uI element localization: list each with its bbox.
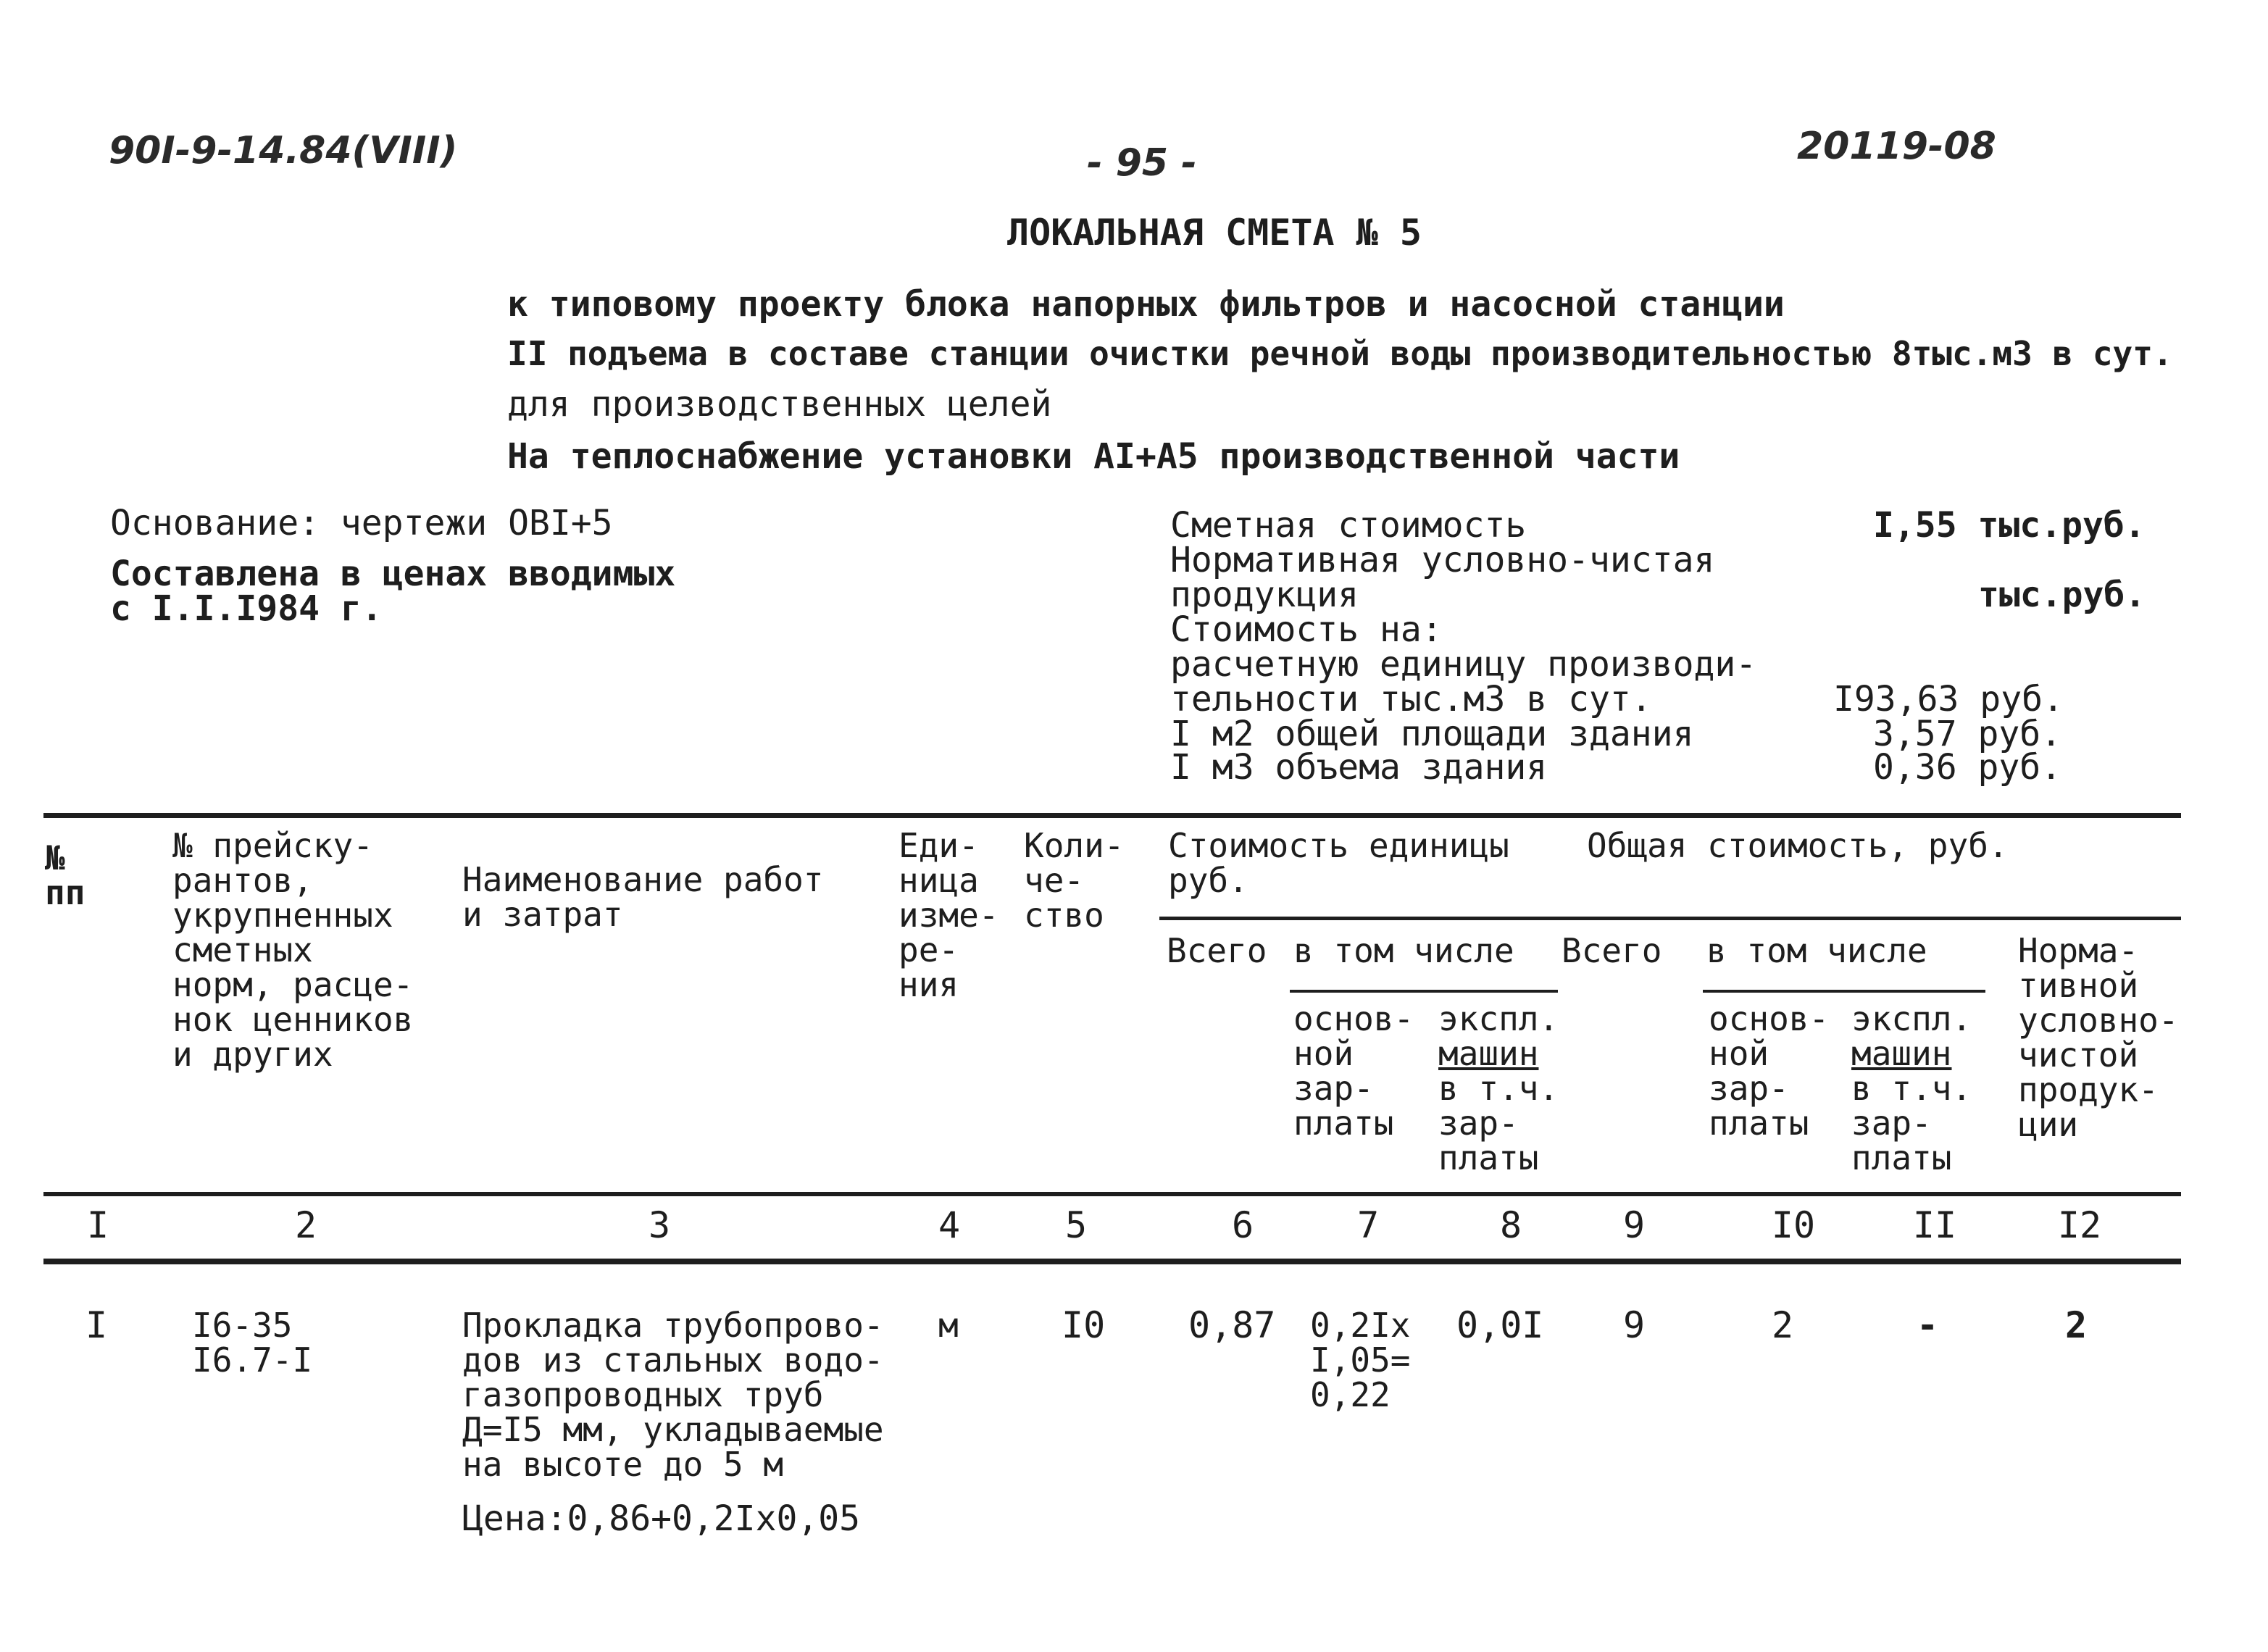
column-number: II [1912,1204,1957,1246]
header-total-machine-a: экспл. [1851,999,1972,1038]
row-normative: 2 [2065,1304,2088,1346]
column-number: 9 [1622,1204,1646,1246]
column-number: I0 [1771,1204,1816,1246]
subtitle-line-2: II подъема в составе станции очистки речной воды производительностью 8тыс.м3 в сут. [507,334,2173,373]
header-row-number: № пп [45,838,86,912]
total-incl-rule [1703,990,1985,993]
row-total-machine: - [1917,1304,1939,1346]
row-unit-total: 0,87 [1188,1304,1276,1346]
unit-incl-rule [1290,990,1558,993]
document-code: 90I-9-14.84(VIII) [109,129,458,172]
header-normative: Норма- тивной условно- чистой продук- ции [2018,931,2179,1144]
header-bottom-rule [43,1192,2181,1196]
subtitle-line-3: для производственных целей [507,384,1052,425]
row-number: I [86,1304,108,1346]
normative-label-1: Нормативная условно-чистая [1170,540,1715,580]
header-unit-basic-pay: основ- ной зар- платы [1293,999,1414,1143]
area-cost-value: 3,57 руб. [1873,714,2062,754]
column-number: 2 [294,1204,317,1246]
basis-drawings: Основание: чертежи OBI+5 [110,503,613,543]
row-quantity: I0 [1062,1304,1106,1346]
row-work-name: Прокладка трубопрово- дов из стальных водо- газопроводных труб Д=I5 мм, укладываемые на высоте до 5 м [462,1306,884,1484]
column-number: 4 [938,1204,961,1246]
column-number: 7 [1356,1204,1380,1246]
normative-value: тыс.руб. [1978,575,2146,615]
unit-capacity-label-1: расчетную единицу производи- [1170,644,1757,685]
header-total-machine-b: машин [1851,1034,1952,1073]
subtitle-line-1: к типовому проекту блока напорных фильтров и насосной станции [507,284,1785,325]
unit-capacity-value: I93,63 руб. [1833,679,2064,719]
row-price-note: Цена:0,86+0,2Ix0,05 [462,1498,861,1539]
row-unit-basic-pay: 0,2Ix I,05= 0,22 [1310,1306,1411,1414]
row-unit-machine: 0,0I [1456,1304,1544,1346]
volume-cost-value: 0,36 руб. [1873,747,2062,788]
column-number: 8 [1499,1204,1522,1246]
page-title: ЛОКАЛЬНАЯ СМЕТА № 5 [1007,212,1422,254]
column-number: I [86,1204,109,1246]
header-quantity: Коли- че- ство [1024,826,1125,935]
estimated-cost-label: Сметная стоимость [1170,505,1527,546]
header-total-basic-pay: основ- ной зар- платы [1709,999,1830,1143]
header-unit-cost: Стоимость единицы руб. [1168,826,1509,900]
header-unit-machine-c: в т.ч. зар- платы [1438,1069,1559,1177]
volume-cost-label: I м3 объема здания [1170,747,1548,788]
row-code: I6-35 I6.7-I [192,1306,313,1380]
header-unit-incl: в том числе [1293,931,1514,970]
cost-per-label: Стоимость на: [1170,609,1443,650]
row-total-basic-pay: 2 [1772,1304,1794,1346]
row-unit: м [938,1306,959,1345]
header-unit-machine-a: экспл. [1438,999,1559,1038]
cost-header-rule [1159,917,2181,920]
column-number: I2 [2057,1204,2102,1246]
page-number: - 95 - [1087,141,1197,185]
table-top-rule [43,813,2181,818]
header-work-name: Наименование работ и затрат [462,860,824,934]
header-total-cost: Общая стоимость, руб. [1587,826,2009,865]
header-total-incl: в том числе [1706,931,1927,970]
row-total: 9 [1623,1304,1646,1346]
inventory-number: 20119-08 [1797,125,1996,168]
column-numbers-rule [43,1259,2181,1264]
header-price-list: № прейску- рантов, укрупненных сметных норм, расце- нок ценников и других [172,826,414,1074]
normative-label-2: продукция [1170,575,1359,615]
basis-prices: Составлена в ценах вводимых [110,554,676,594]
area-cost-label: I м2 общей площади здания [1170,714,1694,754]
header-unit-machine-b: машин [1438,1034,1539,1073]
header-total-total: Всего [1562,931,1662,970]
column-number: 5 [1064,1204,1088,1246]
unit-capacity-label-2: тельности тыс.м3 в сут. [1170,679,1652,719]
header-total-machine-c: в т.ч. зар- платы [1851,1069,1972,1177]
column-number: 6 [1231,1204,1254,1246]
header-unit-total: Всего [1167,931,1267,970]
estimated-cost-value: I,55 тыс.руб. [1873,505,2146,546]
column-number: 3 [648,1204,671,1246]
header-unit: Еди- ница изме- ре- ния [899,826,999,1004]
basis-date: с I.I.I984 г. [110,588,383,629]
subtitle-line-4: На теплоснабжение установки AI+A5 производственной части [507,436,1680,477]
